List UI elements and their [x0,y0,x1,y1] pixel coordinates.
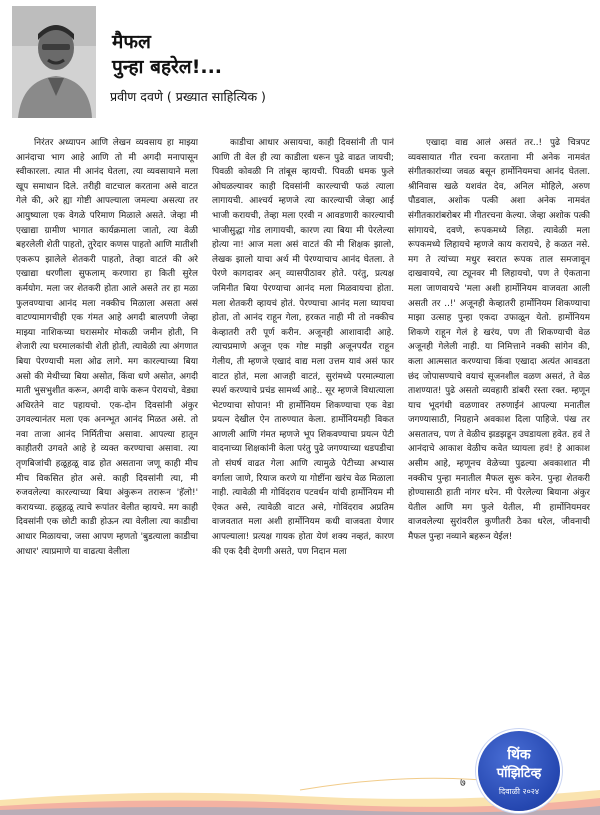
column-2-text: काडीचा आधार असायचा, काही दिवसांनी ती पानं आणि ती वेल ही त्या काडीला धरून पुढे वाढत जायची; पिवळी कोवळी नि तांबूस व्हायची. पिवळी धमक फुले ओघळल्यावर काही दिवसांनी कारल्याची फळं त्याला लागायची. आश्चर्य म्हणजे त्या कारल्याची जेव्हा आई भाजी करायची, तेव्हा मला एरवी न आवडणारी कारल्याची भाजीसुद्धा गोड लागायची, कारण त्या बिया मी पेरलेल्या होत्या ना! आज मला असं वाटतं की मी शिक्षक झालो, लेखक झालो याचा अर्थ मी पेरण्याचाच आनंद घेतला. ते पेरणे कागदावर अन् व्यासपीठावर होते. परंतु, प्रत्यक्ष जमिनीत बिया पेरण्याचा आनंद मला मिळवायचा होता. मला शेतकरी व्हायचं होतं. पेरण्याचा आनंद मला घ्यायचा होता, तो आनंद राहून गेला, हरकत नाही मी तो नक्कीच केव्हातरी तरी पूर्ण करीन. अजूनही आशावादी आहे. त्याचप्रमाणे अजून एक गोष्ट माझी अजूनपर्यंत राहून गेलीय, ती म्हणजे एखादं वाद्य मला उत्तम यावं असं फार वाटत होतं, मला आजही वाटतं, सुरांमध्ये परमात्म्याला स्पर्श करण्याचे प्रचंड सामर्थ्य आहे.. सूर म्हणजे विधात्याला भेटण्याचा सोपान! मी हार्मोनियम शिकण्याचा एक वेडा प्रयत्न देखील ऐन तारुण्यात केला. हार्मोनियमही विकत आणली आणि गंमत म्हणजे भूप शिकवण्याचा प्रयत्न पेटी वादनाच्या शिक्षकांनी केला परंतु पुढे जगण्याच्या धडपडीचा तो संघर्ष वाढत गेला आणि त्यामुळे पेटीच्या अभ्यास वर्गाला जाणे, रियाज करणे या गोष्टींना खरंच वेळ मिळाला नाही. त्यावेळी मी गोविंदराव पटवर्धन यांची हार्मोनियम मी ऐकत असे, त्यावेळी वाटत असे, गोविंदराव अप्रतिम वाजवतात मला अशी हार्मोनियम कधी वाजवता येणार आपल्याला! प्रत्यक्ष गायक होता येणं शक्य नव्हतं, कारण की एक दैवी देणगी असते, पण निदान मला [212,138,394,557]
author-photo [12,6,96,118]
article-column-1 [16,136,198,748]
article-column-2 [212,136,394,748]
title-line-2: पुन्हा बहरेल!... [112,56,223,78]
article-title [112,30,222,80]
think-positive-badge [478,731,560,811]
article-body [16,136,590,748]
badge-line-1: थिंक [507,747,531,763]
badge-line-2: पॉझिटिव्ह [496,766,542,781]
column-1-text: निरंतर अध्यापन आणि लेखन व्यवसाय हा माझ्या आनंदाचा भाग आहे आणि तो मी अगदी मनापासून स्वीकारला. त्यात मी आनंद घेतला, त्या व्यवसायाने मला खूप समाधान दिले. तरीही वाटचाल करताना असे वाटत गेले की, अरे ह्या गोष्टी आपल्याला जमल्या असत्या तर आयुष्याला एक वेगळे परिमाण मिळाले असते. जेव्हा मी एखाद्या ग्रामीण भागात कार्यक्रमाला जातो, त्या वेळी बहरलेली शेती पाहतो, तुरेदार कणस पाहतो आणि मातीशी एकरूप झालेले शेतकरी पाहतो, तेव्हा वाटतं की अरे एखाद्या धरणीला सुफलाम् करणारा हा किती सुरेल कर्मयोग. मला जर शेतकरी होता आले असते तर हा मळा फुलवण्याचा आनंद मला नक्कीच मिळाला असता असं वाटण्यामागचीही एक गंमत आहे अगदी बालपणी जेव्हा माझ्या नाशिकच्या घरासमोर मोकळी जमीन होती, नि शेजारी त्या घरमालकांची शेती होती, त्यावेळी त्या अंगणात बिया पेरण्याची मला ओढ लागे. मग कारल्याच्या बिया असो की मेथीच्या बिया असोत, किंवा धणे असोत, अगदी माती भुसभुशीत करून, अगदी वाफे करून पेरायचो, वेड्या अधिरतेने वाट पहायचो. एक-दोन दिवसांनी अंकुर उगवल्यानंतर मला एक अनन्भूत आनंद मिळत असे. तो नवा ताजा आनंद निर्मितीचा असावा. आपल्या हातून काहीतरी उगवते आहे हे व्यक्त करण्याचा असावा. त्या तृणबिजांची हळूहळू वाढ होत असताना जणू काही मीच मीच विकसित होत असे. काही दिवसांनी त्या, मी रुजवलेल्या कारल्याच्या बिया अंकुरून तरारून 'हॅलो!' करायच्या. हळूहळू त्याचे रूपांतर वेलीत व्हायचे. मग काही दिवसांनी एक छोटी काडी होऊन त्या वेलीला त्या काडीचा आधार मिळायचा, जसा आपण म्हणतो 'बुडत्याला काडीचा आधार' त्याप्रमाणे या वाढत्या वेलीला [16,138,198,557]
badge-line-3: दिवाळी २०२४ [498,787,540,796]
title-line-1: मैफल [112,31,151,53]
page-number: ७ [460,776,466,789]
column-3-text: एखादा वाद्य आलं असतं तर..! पुढे चित्रपट व्यवसायात गीत रचना करताना मी अनेक नामवंत संगीतकारांच्या जवळ बसून हार्मोनियमचा आनंद घेतला. श्रीनिवास खळे यशवंत देव, अनिल मोहिले, अरुण पौडवाल, अशोक पत्की अशा अनेक नामवंत संगीतकारांबरोबर मी गीतरचना केल्या. जेव्हा अशोक पत्की सांगायचे, दवणे, रूपकमध्ये लिहा. त्यावेळी मला रूपकमध्ये लिहायचे म्हणजे काय करायचे, हे कळत नसे. मग ते त्यांच्या मधुर स्वरात रूपक ताल समजावून दाखवायचे, त्या ट्यूनवर मी लिहायचो, पण ते ऐकताना मला जाणवायचे 'मला अशी हार्मोनियम वाजवता आली असती तर ..!' अजूनही केव्हातरी हार्मोनियम शिकण्याचा माझा उत्साह पुन्हा एकदा उफाळून येतो. हार्मोनियम शिकणे राहून गेलं हे खरंय, पण ती शिकण्याची वेळ अजूनही गेलेली नाही. या निमित्ताने नक्की सांगेन की, कला आत्मसात करण्याचा किंवा एखादा अत्यंत आवडता छंद जोपासण्याचे वयाचं सूजनशील वळण असतं, ते वेळ ताशण्यात! पुढे असतो व्यवहारी डांबरी रस्ता रक्त. म्हणून याच भूदगंधी वळणावर तरुणाईनं आपल्या मनातील जगण्यासाठी, निग्रहाने अवकाश दिला पाहिजे. पंख तर असतातच, पण ते वेळीच झडझडून उघडायला हवेत. हवं ते आनंदाचे आकाश वेळीच कवेत घ्यायला हवं! हे आकाश असीम आहे, म्हणूनच वेळेच्या पुढल्या अवकाशात मी नक्कीच पुन्हा मनातील मैफल सुरू करेन. पुन्हा शेतकरी होण्यासाठी हाती नांगर धरेन. मी पेरलेल्या बियाना अंकुर येतील आणि मग फुले येतील, मी हार्मोनियमवर वाजवलेल्या सुरांवरील कुणीतरी ठेका धरेल, जीवनाची मैफल पुन्हा नव्याने बहरून येईल! [408,138,590,543]
article-column-3 [408,136,590,748]
author-byline: प्रवीण दवणे ( प्रख्यात साहित्यिक ) [110,89,266,104]
